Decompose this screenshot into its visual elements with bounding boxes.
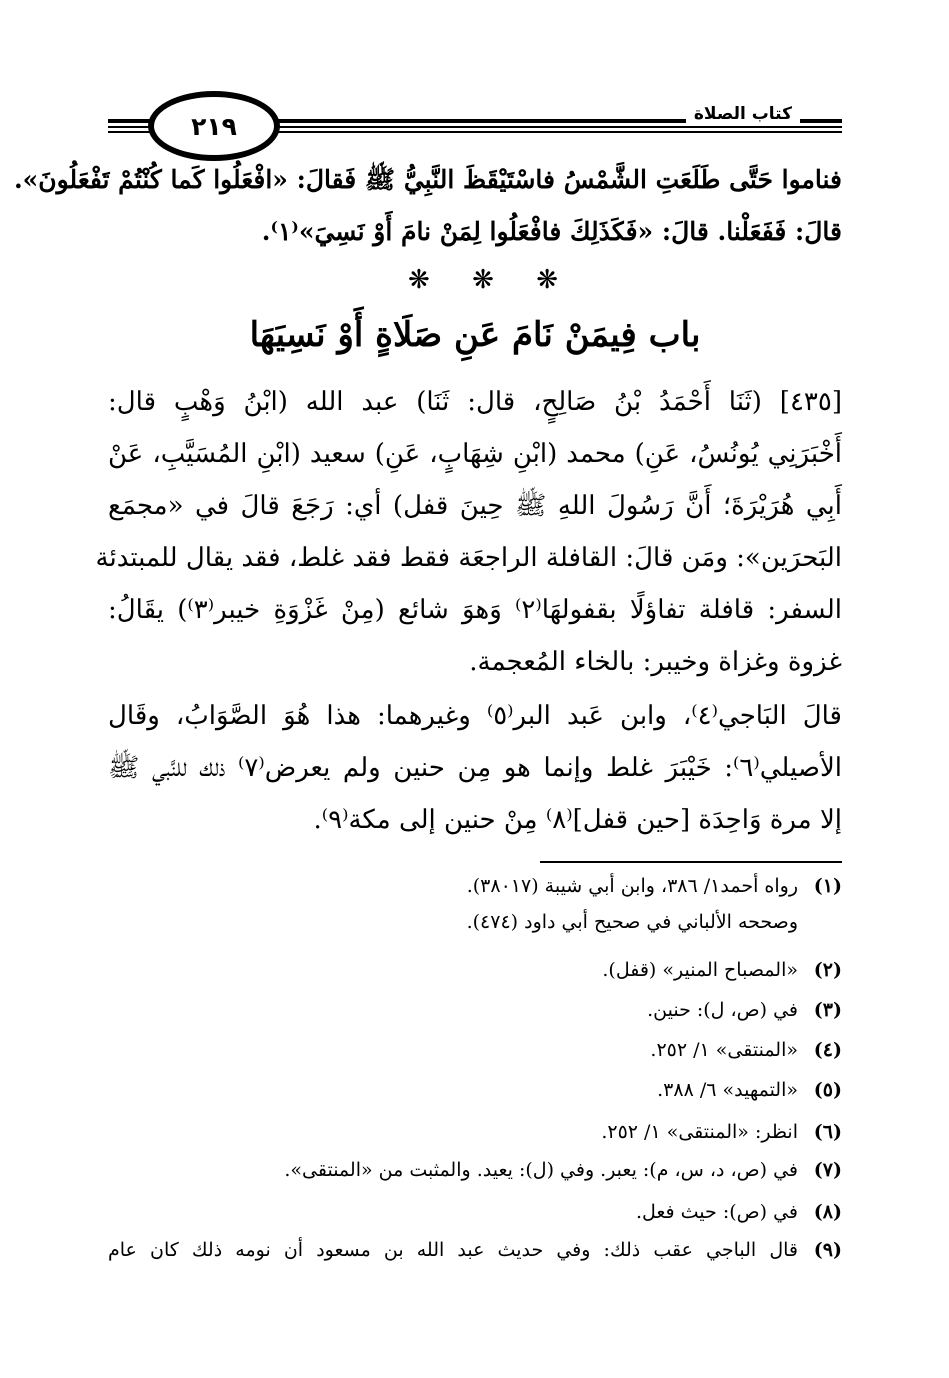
footnote-number: (٧) (813, 1159, 842, 1181)
asterism-icon: ❋ (408, 265, 430, 295)
footnote-text: في (ص، د، س، م): يعبر. وفي (ل): يعيد. والمثبت من «المنتقى». (284, 1159, 798, 1181)
footnote-item (108, 1152, 842, 1188)
footnote-text: رواه أحمد١/ ٣٨٦، وابن أبي شيبة (٣٨٠١٧). (466, 875, 798, 897)
footnote-text: في (ص): حيث فعل. (635, 1201, 798, 1223)
asterism-icon: ❋ (472, 265, 494, 295)
section-separator (408, 262, 558, 298)
footnote-number: (٨) (813, 1201, 842, 1223)
hadith-line: السفر: قافلة تفاؤلًا بقفولهَا⁽٢⁾ وَهوَ شائع (مِنْ غَزْوَةِ خيبر⁽٣⁾) يقَالُ: (108, 595, 842, 625)
footnote-item (108, 1032, 842, 1068)
footnote-text: «المصباح المنير» (قفل). (602, 959, 798, 981)
footnote-item (108, 1114, 842, 1150)
page-number: ٢١٩ (191, 111, 237, 141)
footnote-number: (١) (813, 875, 842, 897)
footnote-text: وصححه الألباني في صحيح أبي داود (٤٧٤). (466, 911, 798, 933)
footnote-item (108, 992, 842, 1028)
hadith-line: أَخْبَرَنِي يُونُسُ، عَنِ) محمد (ابْنِ شِهَابٍ، عَنِ) سعيد (ابْنِ المُسَيَّبِ، عَنْ (108, 439, 842, 469)
footnote-text: انظر: «المنتقى» ١/ ٢٥٢. (601, 1121, 798, 1143)
footnote-item (108, 1194, 842, 1230)
footnote-item (108, 1072, 842, 1108)
hadith-line: غزوة وغزاة وخيبر: بالخاء المُعجمة. (469, 647, 842, 677)
footnote-number: (٢) (813, 959, 842, 981)
footnote-number: (٥) (813, 1079, 842, 1101)
commentary-line: الأصيلي⁽٦⁾: خَيْبَرَ غلط وإنما هو مِن حنين ولم يعرض⁽٧⁾ ذلك للنَّبي ﷺ (108, 753, 842, 783)
footnote-number: (٦) (813, 1121, 842, 1143)
footnote-text: «التمهيد» ٦/ ٣٨٨. (657, 1079, 798, 1101)
text-line: قالَ: فَفَعَلْنا. قالَ: «فَكَذَلِكَ فافْعَلُوا لِمَنْ نامَ أَوْ نَسِيَ»⁽١⁾. (261, 217, 842, 246)
commentary-line: قالَ البَاجي⁽٤⁾، وابن عَبد البر⁽٥⁾ وغيرهما: هذا هُوَ الصَّوَابُ، وقَال (108, 701, 842, 731)
footnote-number: (٩) (813, 1239, 842, 1261)
page-header (108, 88, 842, 168)
footnote-text: في (ص، ل): حنين. (647, 999, 798, 1021)
footnote-separator (540, 861, 842, 863)
footnote-item (108, 904, 842, 940)
footnote-text: قال الباجي عقب ذلك: وفي حديث عبد الله بن مسعود أن نومه ذلك كان عام (108, 1239, 798, 1261)
hadith-line: البَحرَين»: ومَن قالَ: القافلة الراجعَة فقط فقد غلط، فقد يقال للمبتدئة (95, 543, 842, 573)
footnote-text: «المنتقى» ١/ ٢٥٢. (650, 1039, 798, 1061)
footnote-number: (٤) (813, 1039, 842, 1061)
footnote-number: (٣) (813, 999, 842, 1021)
asterism-icon: ❋ (536, 265, 558, 295)
text-line: فناموا حَتَّى طَلَعَتِ الشَّمْسُ فاسْتَيْقَظَ النَّبِيُّ ﷺ فَقالَ: «افْعَلُوا كَما كُنْتُمْ تَفْعَلُونَ». (13, 165, 842, 194)
footnote-item (108, 868, 842, 904)
hadith-line: [٤٣٥] (ثَنَا أَحْمَدُ بْنُ صَالِحٍ، قال: ثَنَا) عبد الله (ابْنُ وَهْبٍ قال: (108, 387, 842, 417)
footnote-item (108, 1232, 842, 1268)
page-number-oval (148, 91, 280, 161)
chapter-title: باب فِيمَنْ نَامَ عَنِ صَلَاةٍ أَوْ نَسِيَهَا (249, 315, 701, 355)
commentary-line: إلا مرة وَاحِدَة [حين قفل]⁽٨⁾ مِنْ حنين إلى مكة⁽٩⁾. (313, 805, 842, 835)
hadith-line: أَبِي هُرَيْرَةَ؛ أَنَّ رَسُولَ اللهِ ﷺ حِينَ قفل) أي: رَجَعَ قالَ في «مجمَع (108, 491, 842, 521)
footnote-item (108, 952, 842, 988)
section-title: كتاب الصلاة (686, 104, 800, 124)
